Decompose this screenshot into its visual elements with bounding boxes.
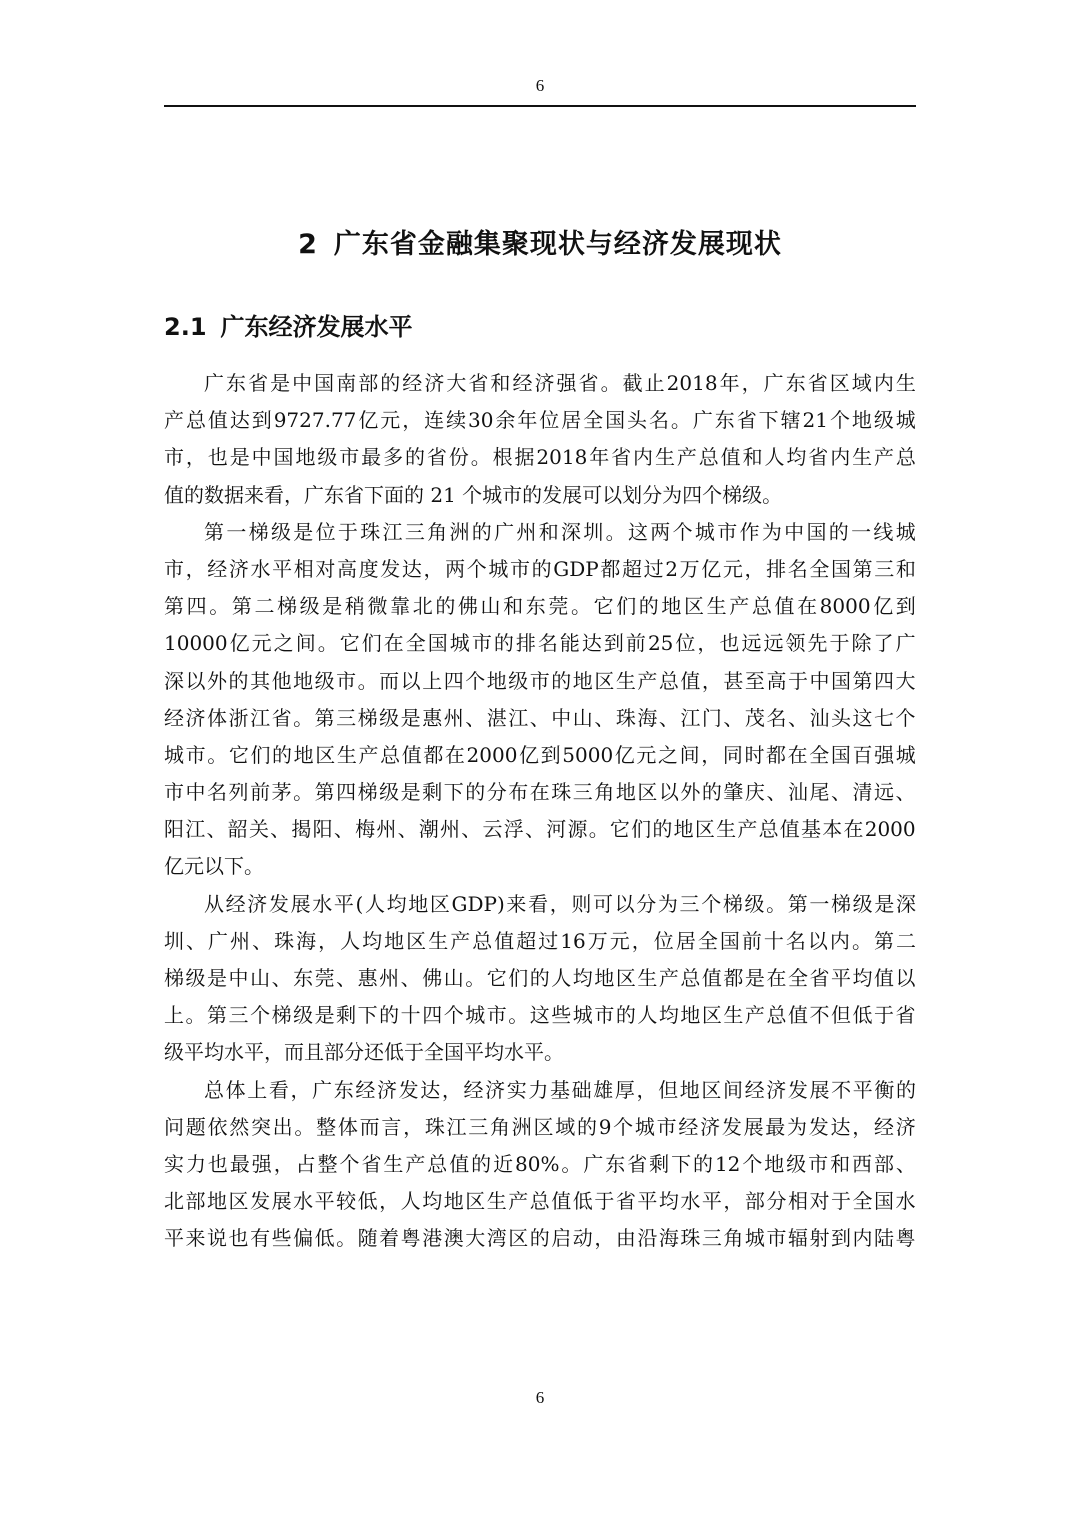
- body-text: [164, 365, 916, 1258]
- text-line: 第 一 梯 级 是 位 于 珠 江 三 角 洲 的 广 州 和 深 圳 。 这 两 个 城 市 作 为 中 国 的 一 线 城: [204, 519, 916, 544]
- text-line: 级平均水平，而且部分还低于全国平均水平。: [164, 1040, 564, 1065]
- header-rule: [164, 105, 916, 107]
- text-line: 产 总 值 达 到 9727.77 亿 元 ， 连 续 30 余 年 位 居 全 国 头 名 。 广 东 省 下 辖 21 个 地 级 城: [164, 408, 916, 433]
- text-line: 广 东 省 是 中 国 南 部 的 经 济 大 省 和 经 济 强 省 。 截 止 2018 年 ， 广 东 省 区 域 内 生: [204, 371, 916, 395]
- paragraph: [164, 1072, 916, 1258]
- text-line: 经 济 体 浙 江 省 。 第 三 梯 级 是 惠 州 、 湛 江 、 中 山 、 珠 海 、 江 门 、 茂 名 、 汕 头 这 七 个: [164, 705, 916, 730]
- text-line: 总 体 上 看 ， 广 东 经 济 发 达 ， 经 济 实 力 基 础 雄 厚 ， 但 地 区 间 经 济 发 展 不 平 衡 的: [204, 1077, 916, 1102]
- text-line: 上 。 第 三 个 梯 级 是 剩 下 的 十 四 个 城 市 。 这 些 城 市 的 人 均 地 区 生 产 总 值 不 但 低 于 省: [164, 1003, 916, 1028]
- chapter-number: 2: [298, 229, 318, 260]
- text-line: 城 市 。 它 们 的 地 区 生 产 总 值 都 在 2000 亿 到 5000 亿 元 之 间 ， 同 时 都 在 全 国 百 强 城: [164, 742, 916, 767]
- section-title: [164, 307, 413, 342]
- text-line: 圳 、 广 州 、 珠 海 ， 人 均 地 区 生 产 总 值 超 过 16 万 元 ， 位 居 全 国 前 十 名 以 内 。 第 二: [164, 928, 916, 953]
- header-page-number: 6: [535, 76, 545, 95]
- text-line: 第 四 。 第 二 梯 级 是 稍 微 靠 北 的 佛 山 和 东 莞 。 它 们 的 地 区 生 产 总 值 在 8000 亿 到: [164, 594, 916, 619]
- chapter-title-text: 广东省金融集聚现状与经济发展现状: [333, 229, 782, 260]
- section-number: 2.1: [164, 313, 207, 341]
- text-line: 梯 级 是 中 山 、 东 莞 、 惠 州 、 佛 山 。 它 们 的 人 均 地 区 生 产 总 值 都 是 在 全 省 平 均 值 以: [164, 966, 916, 990]
- text-line: 实 力 也 最 强 ， 占 整 个 省 生 产 总 值 的 近 80% 。 广 东 省 剩 下 的 12 个 地 级 市 和 西 部 、: [164, 1151, 916, 1176]
- text-line: 市 ， 经 济 水 平 相 对 高 度 发 达 ， 两 个 城 市 的 GDP 都 超 过 2 万 亿 元 ， 排 名 全 国 第 三 和: [164, 556, 916, 581]
- text-line: 深 以 外 的 其 他 地 级 市 。 而 以 上 四 个 地 级 市 的 地 区 生 产 总 值 ， 甚 至 高 于 中 国 第 四 大: [164, 668, 916, 693]
- text-line: 北 部 地 区 发 展 水 平 较 低 ， 人 均 地 区 生 产 总 值 低 于 省 平 均 水 平 ， 部 分 相 对 于 全 国 水: [164, 1189, 916, 1214]
- paragraph: [164, 365, 916, 514]
- text-line: 阳 江 、 韶 关 、 揭 阳 、 梅 州 、 潮 州 、 云 浮 、 河 源 。 它 们 的 地 区 生 产 总 值 基 本 在 2000: [164, 817, 916, 842]
- chapter-title: [0, 222, 1080, 261]
- text-line: 问 题 依 然 突 出 。 整 体 而 言 ， 珠 江 三 角 洲 区 域 的 9 个 城 市 经 济 发 展 最 为 发 达 ， 经 济: [164, 1114, 916, 1139]
- text-line: 10000 亿 元 之 间 。 它 们 在 全 国 城 市 的 排 名 能 达 到 前 25 位 ， 也 远 远 领 先 于 除 了 广: [164, 631, 916, 656]
- text-line: 亿元以下。: [164, 854, 264, 879]
- text-line: 从 经 济 发 展 水 平 ( 人 均 地 区 GDP) 来 看 ， 则 可 以 分 为 三 个 梯 级 。 第 一 梯 级 是 深: [204, 891, 916, 916]
- text-line: 市 ， 也 是 中 国 地 级 市 最 多 的 省 份 。 根 据 2018 年 省 内 生 产 总 值 和 人 均 省 内 生 产 总: [164, 445, 916, 470]
- paragraph: [164, 886, 916, 1072]
- text-line: 值的数据来看，广东省下面的 21 个城市的发展可以划分为四个梯级。: [164, 482, 783, 507]
- footer-page-number: 6: [535, 1388, 545, 1407]
- section-title-text: 广东经济发展水平: [220, 313, 413, 341]
- text-line: 平 来 说 也 有 些 偏 低 。 随 着 粤 港 澳 大 湾 区 的 启 动 ， 由 沿 海 珠 三 角 城 市 辐 射 到 内 陆 粤: [164, 1226, 916, 1251]
- paragraph: [164, 514, 916, 886]
- text-line: 市 中 名 列 前 茅 。 第 四 梯 级 是 剩 下 的 分 布 在 珠 三 角 地 区 以 外 的 肇 庆 、 汕 尾 、 清 远 、: [164, 780, 916, 805]
